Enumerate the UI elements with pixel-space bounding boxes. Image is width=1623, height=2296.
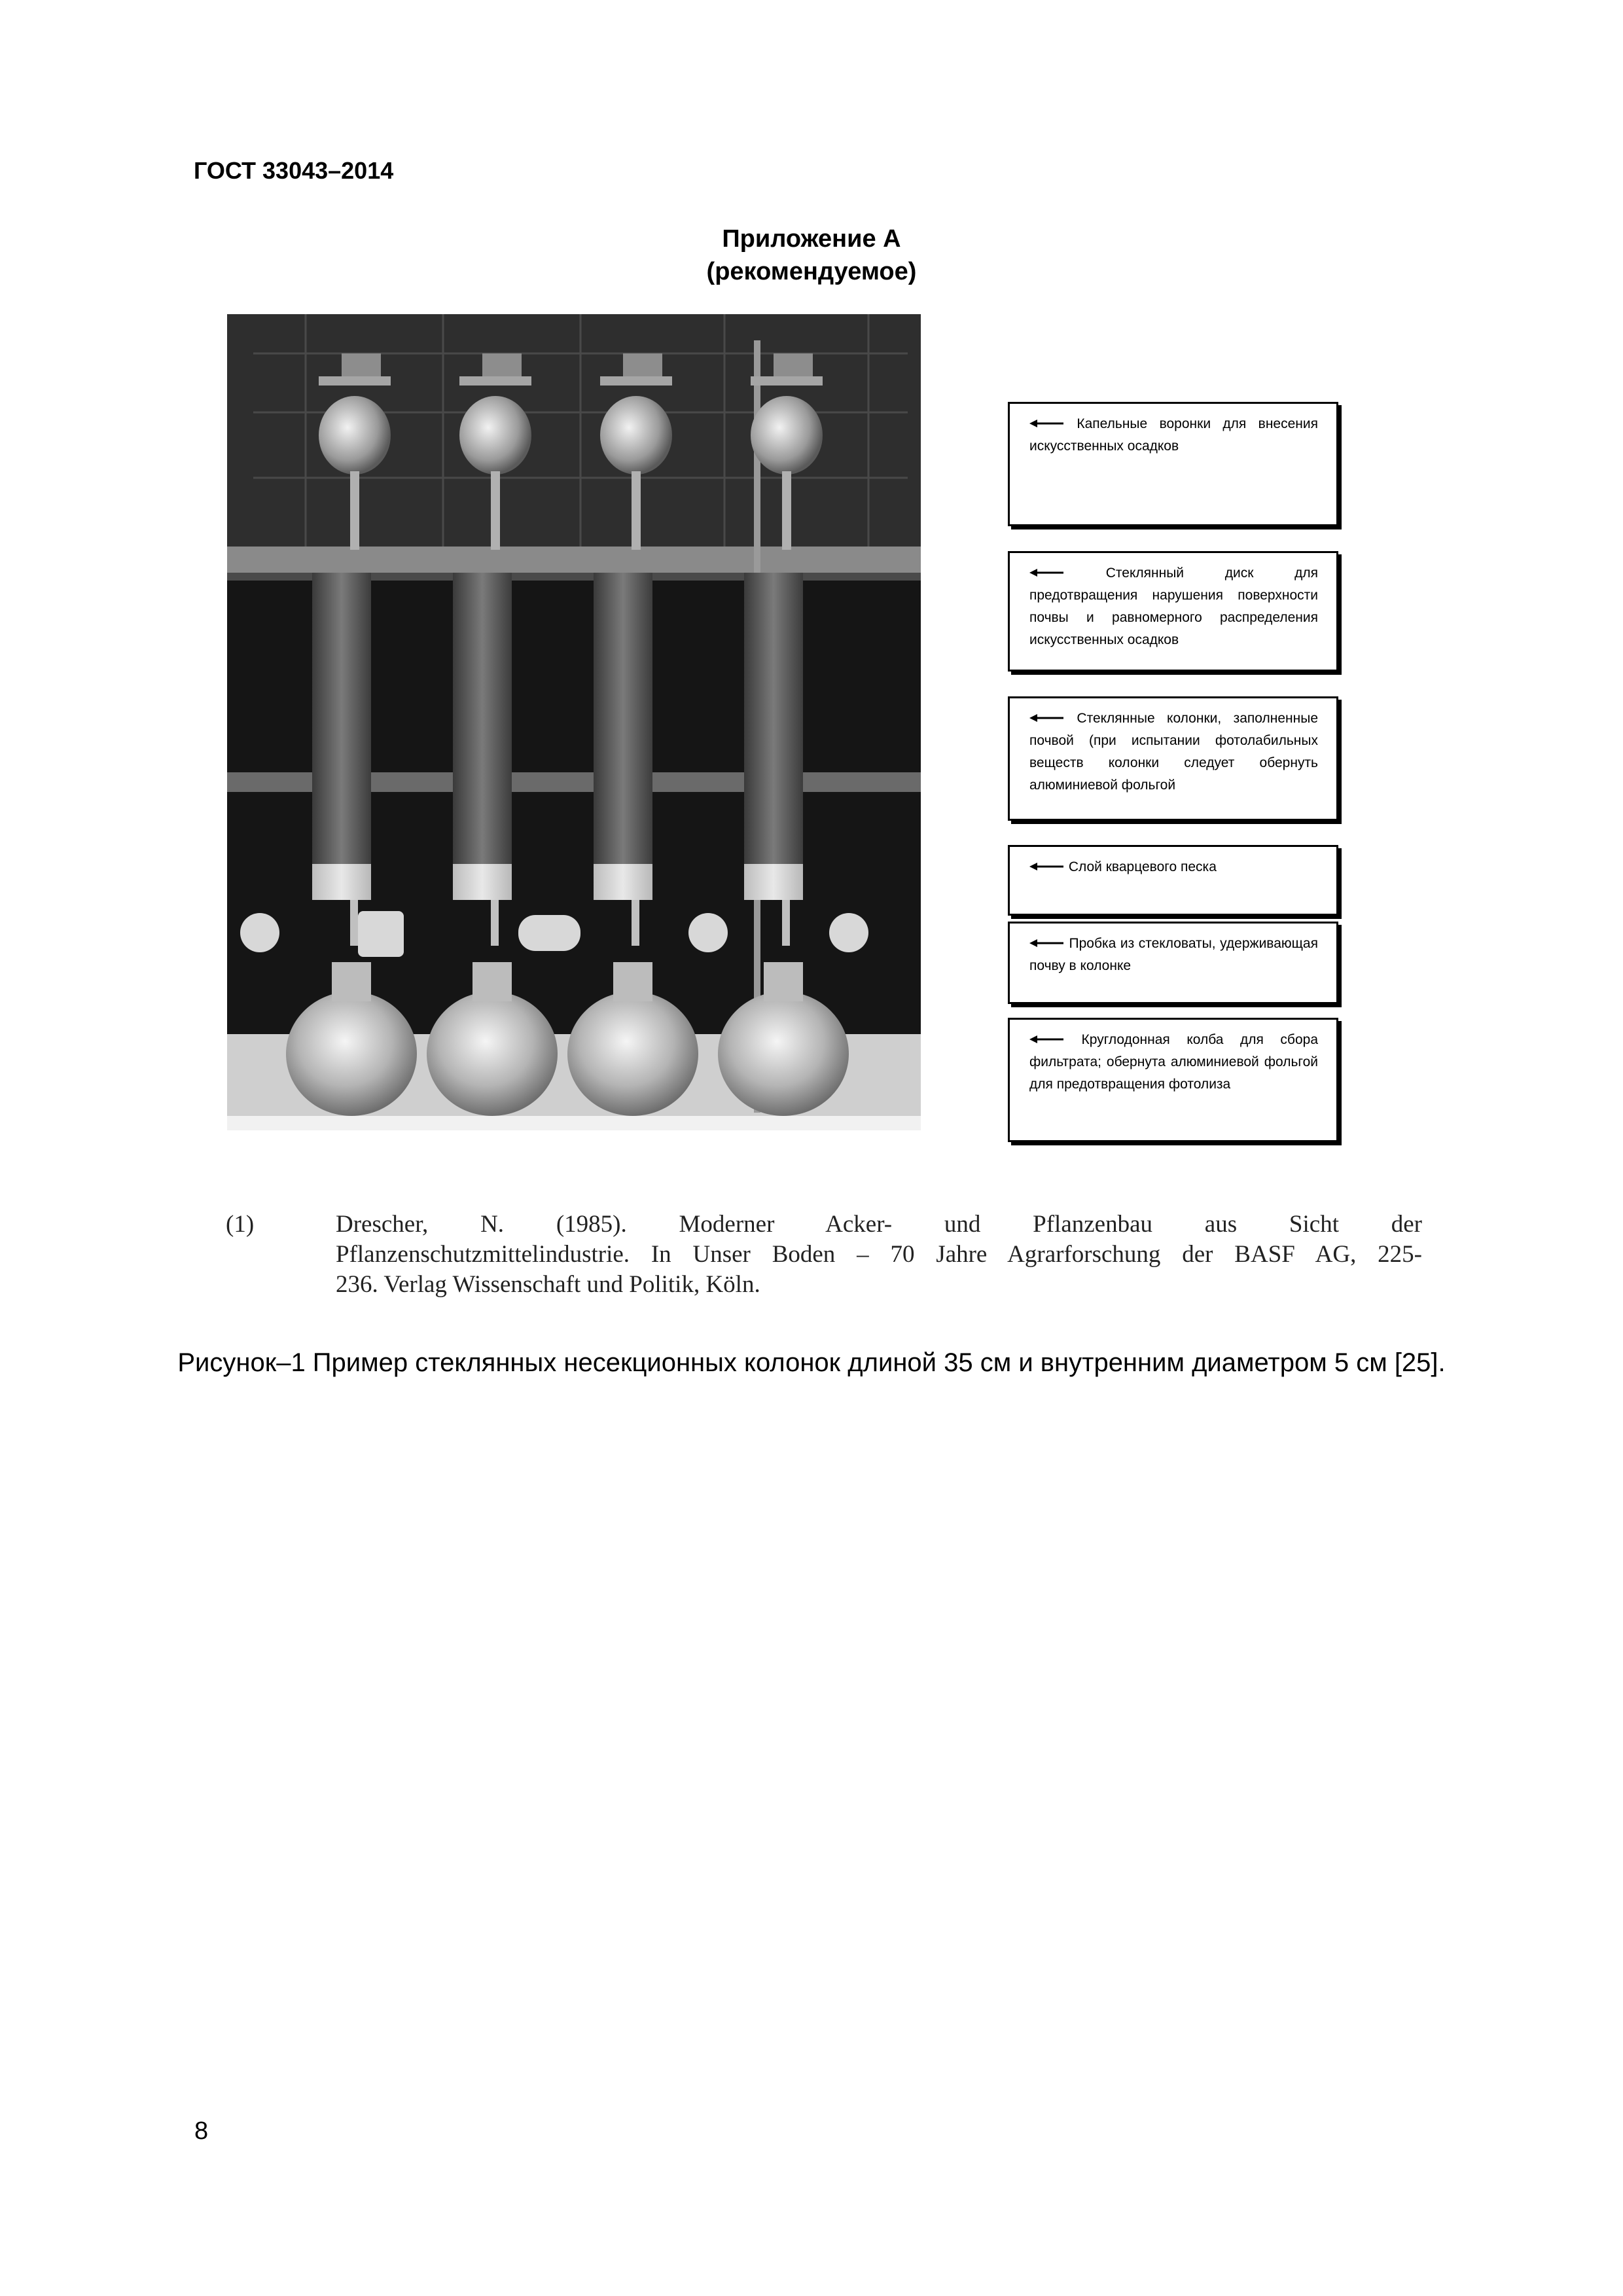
callout-round-flask	[1008, 1018, 1338, 1142]
callout-glass-wool-plug	[1008, 922, 1338, 1004]
left-arrow-icon	[1029, 933, 1063, 955]
lab-columns-photo	[227, 314, 921, 1126]
reference-number: (1)	[226, 1211, 255, 1238]
callout-text: Слой кварцевого песка	[1068, 859, 1217, 874]
left-arrow-icon	[1029, 413, 1063, 435]
appendix-title: Приложение А	[722, 225, 901, 253]
appendix-subtitle: (рекомендуемое)	[706, 258, 917, 285]
callout-text: Капельные воронки для внесения искусственных осадков	[1029, 416, 1318, 454]
left-arrow-icon	[1029, 1029, 1063, 1051]
callout-quartz-sand	[1008, 845, 1338, 916]
left-arrow-icon	[1029, 856, 1063, 878]
appendix-heading	[0, 223, 1623, 288]
reference-line-1: Drescher, N. (1985). Moderner Acker- und Pflanzenbau aus Sicht der	[336, 1211, 1422, 1238]
callout-dropping-funnels	[1008, 402, 1338, 526]
callout-text: Стеклянный диск для предотвращения нарушения поверхности почвы и равномерного распределения искусственных осадков	[1029, 565, 1318, 648]
document-code: ГОСТ 33043–2014	[194, 157, 394, 184]
reference-line-2: Pflanzenschutzmittelindustrie. In Unser Boden – 70 Jahre Agrarforschung der BASF AG, 225-	[336, 1241, 1422, 1268]
page-number: 8	[194, 2117, 209, 2145]
photo-bottom-strip	[227, 1116, 921, 1130]
callout-text: Пробка из стекловаты, удерживающая почву в колонке	[1029, 936, 1318, 974]
callout-text: Круглодонная колба для сбора фильтрата; обернута алюминиевой фольгой для предотвращения фотолиза	[1029, 1032, 1318, 1092]
left-arrow-icon	[1029, 708, 1063, 730]
callout-glass-disk	[1008, 551, 1338, 672]
left-arrow-icon	[1029, 562, 1063, 584]
callout-glass-columns	[1008, 696, 1338, 821]
reference-text	[336, 1210, 1422, 1300]
figure-caption: Рисунок–1 Пример стеклянных несекционных колонок длиной 35 см и внутренним диаметром 5 см [25].	[177, 1348, 1446, 1377]
reference-line-3: 236. Verlag Wissenschaft und Politik, Köln.	[336, 1271, 760, 1298]
callout-text: Стеклянные колонки, заполненные почвой (при испытании фотолабильных веществ колонки следует обернуть алюминиевой фольгой	[1029, 711, 1318, 793]
